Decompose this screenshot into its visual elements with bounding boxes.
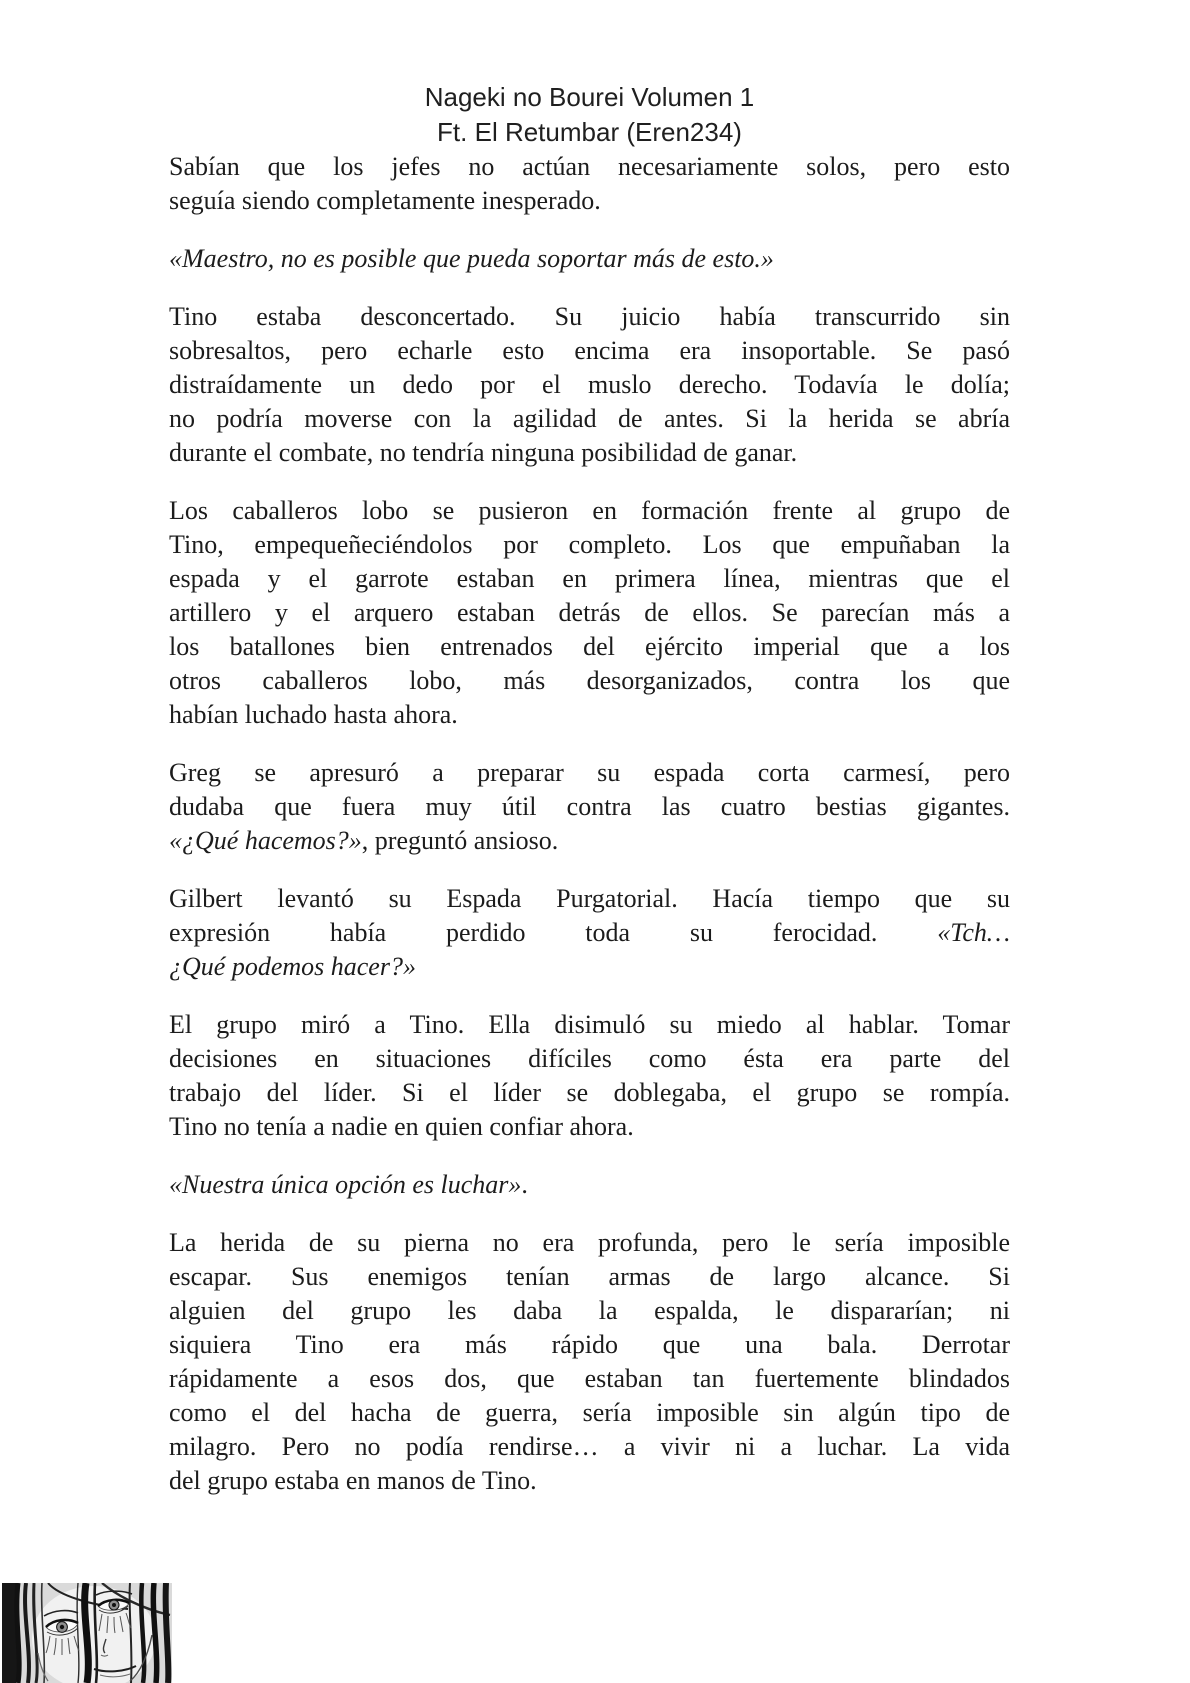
text-line: [169, 664, 1010, 698]
text-segment: sobresaltos, pero echarle esto encima era insoportable. Se pasó: [169, 336, 1010, 365]
text-segment: no podría moverse con la agilidad de antes. Si la herida se abría: [169, 404, 1010, 433]
text-line: [169, 300, 1010, 334]
text-segment: Tino no tenía a nadie en quien confiar ahora.: [169, 1112, 634, 1141]
text-segment: rápidamente a esos dos, que estaban tan fuertemente blindados: [169, 1364, 1010, 1393]
text-line: [169, 1008, 1010, 1042]
text-line: [169, 1464, 1010, 1498]
text-segment: distraídamente un dedo por el muslo derecho. Todavía le dolía;: [169, 370, 1010, 399]
text-segment: , preguntó ansioso.: [361, 826, 559, 855]
paragraph: [169, 1008, 1010, 1144]
text-line: [169, 950, 1010, 984]
text-line: [169, 882, 1010, 916]
paragraph: [169, 882, 1010, 984]
text-segment: trabajo del líder. Si el líder se doblegaba, el grupo se rompía.: [169, 1078, 1010, 1107]
text-segment: seguía siendo completamente inesperado.: [169, 186, 601, 215]
text-line: [169, 1260, 1010, 1294]
manga-face-image: [2, 1583, 172, 1683]
text-line: [169, 368, 1010, 402]
manga-face-illustration: [2, 1583, 172, 1683]
text-line: [169, 1076, 1010, 1110]
italic-text-segment: ¿Qué podemos hacer?»: [169, 952, 416, 981]
title-line-1: Nageki no Bourei Volumen 1: [424, 82, 755, 112]
text-line: [169, 184, 1010, 218]
text-segment: El grupo miró a Tino. Ella disimuló su miedo al hablar. Tomar: [169, 1010, 1010, 1039]
italic-text-segment: «Nuestra única opción es luchar»: [169, 1170, 522, 1199]
body-text: [169, 150, 1010, 1498]
text-segment: escapar. Sus enemigos tenían armas de largo alcance. Si: [169, 1262, 1010, 1291]
paragraph: [169, 150, 1010, 218]
text-segment: dudaba que fuera muy útil contra las cuatro bestias gigantes.: [169, 792, 1010, 821]
text-line: [169, 630, 1010, 664]
text-line: [169, 402, 1010, 436]
page-title: [169, 80, 1010, 150]
text-segment: habían luchado hasta ahora.: [169, 700, 458, 729]
text-line: [169, 1110, 1010, 1144]
text-line: [169, 824, 1010, 858]
italic-text-segment: «Tch…: [937, 918, 1010, 947]
text-segment: Tino, empequeñeciéndolos por completo. Los que empuñaban la: [169, 530, 1010, 559]
text-line: [169, 1042, 1010, 1076]
italic-text-segment: «Maestro, no es posible que pueda soportar más de esto.»: [169, 244, 774, 273]
text-segment: siquiera Tino era más rápido que una bala. Derrotar: [169, 1330, 1010, 1359]
paragraph: [169, 300, 1010, 470]
text-segment: .: [521, 1170, 528, 1199]
text-line: [169, 1396, 1010, 1430]
paragraph: [169, 242, 1010, 276]
text-line: [169, 436, 1010, 470]
text-line: [169, 242, 1010, 276]
text-segment: los batallones bien entrenados del ejército imperial que a los: [169, 632, 1010, 661]
text-line: [169, 1226, 1010, 1260]
text-line: [169, 790, 1010, 824]
italic-text-segment: «¿Qué hacemos?»: [169, 826, 362, 855]
text-segment: otros caballeros lobo, más desorganizados, contra los que: [169, 666, 1010, 695]
text-segment: Gilbert levantó su Espada Purgatorial. Hacía tiempo que su: [169, 884, 1010, 913]
text-line: [169, 562, 1010, 596]
text-segment: alguien del grupo les daba la espalda, le dispararían; ni: [169, 1296, 1010, 1325]
text-line: [169, 1430, 1010, 1464]
paragraph: [169, 1168, 1010, 1202]
text-line: [169, 916, 1010, 950]
text-segment: Sabían que los jefes no actúan necesariamente solos, pero esto: [169, 152, 1010, 181]
text-line: [169, 1168, 1010, 1202]
text-line: [169, 756, 1010, 790]
text-segment: espada y el garrote estaban en primera línea, mientras que el: [169, 564, 1010, 593]
text-line: [169, 494, 1010, 528]
text-segment: durante el combate, no tendría ninguna posibilidad de ganar.: [169, 438, 798, 467]
text-column: [169, 80, 1010, 1522]
paragraph: [169, 494, 1010, 732]
text-line: [169, 334, 1010, 368]
text-segment: expresión había perdido toda su ferocidad.: [169, 918, 938, 947]
text-line: [169, 150, 1010, 184]
text-segment: La herida de su pierna no era profunda, pero le sería imposible: [169, 1228, 1010, 1257]
text-line: [169, 596, 1010, 630]
title-line-2: Ft. El Retumbar (Eren234): [437, 117, 742, 147]
text-segment: como el del hacha de guerra, sería imposible sin algún tipo de: [169, 1398, 1010, 1427]
text-segment: milagro. Pero no podía rendirse… a vivir ni a luchar. La vida: [169, 1432, 1010, 1461]
text-line: [169, 1328, 1010, 1362]
text-segment: Tino estaba desconcertado. Su juicio había transcurrido sin: [169, 302, 1010, 331]
text-segment: decisiones en situaciones difíciles como ésta era parte del: [169, 1044, 1010, 1073]
text-segment: del grupo estaba en manos de Tino.: [169, 1466, 537, 1495]
text-line: [169, 1362, 1010, 1396]
paragraph: [169, 1226, 1010, 1498]
text-segment: Los caballeros lobo se pusieron en formación frente al grupo de: [169, 496, 1010, 525]
text-segment: Greg se apresuró a preparar su espada corta carmesí, pero: [169, 758, 1010, 787]
text-line: [169, 1294, 1010, 1328]
text-line: [169, 528, 1010, 562]
text-segment: artillero y el arquero estaban detrás de ellos. Se parecían más a: [169, 598, 1010, 627]
paragraph: [169, 756, 1010, 858]
text-line: [169, 698, 1010, 732]
